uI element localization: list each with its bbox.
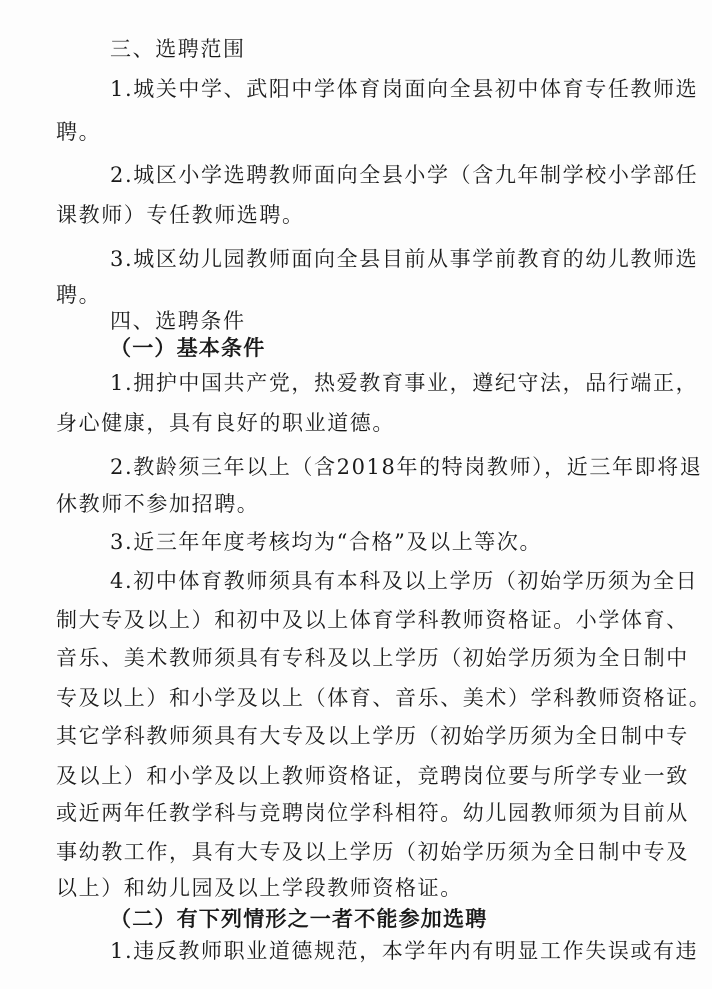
- paragraph-line: 身心健康，具有良好的职业道德。: [56, 411, 395, 435]
- paragraph-line: 3.近三年年度考核均为“合格”及以上等次。: [110, 530, 543, 554]
- paragraph-line: 以上）和幼儿园及以上学段教师资格证。: [56, 876, 463, 900]
- subheading-basic-conditions: （一）基本条件: [110, 336, 266, 360]
- paragraph-line: 其它学科教师须具有大专及以上学历（初始学历须为全日制中专: [56, 724, 689, 748]
- paragraph-line: 课教师）专任教师选聘。: [56, 203, 305, 227]
- paragraph-line: 音乐、美术教师须具有专科及以上学历（初始学历须为全日制中: [56, 646, 689, 670]
- paragraph-line: 2.教龄须三年以上（含2018年的特岗教师），近三年即将退: [110, 455, 703, 479]
- paragraph-line: 制大专及以上）和初中及以上体育学科教师资格证。小学体育、: [56, 608, 689, 632]
- paragraph-line: 事幼教工作，具有大专及以上学历（初始学历须为全日制中专及: [56, 840, 689, 864]
- paragraph-line: 1.城关中学、武阳中学体育岗面向全县初中体育专任教师选: [110, 77, 699, 101]
- paragraph-line: 4.初中体育教师须具有本科及以上学历（初始学历须为全日: [110, 569, 699, 593]
- paragraph-line: 3.城区幼儿园教师面向全县目前从事学前教育的幼儿教师选: [110, 247, 699, 271]
- paragraph-line: 或近两年任教学科与竞聘岗位学科相符。幼儿园教师须为目前从: [56, 801, 689, 825]
- paragraph-line: 及以上）和小学及以上教师资格证，竞聘岗位要与所学专业一致: [56, 764, 689, 788]
- paragraph-line: 2.城区小学选聘教师面向全县小学（含九年制学校小学部任: [110, 163, 699, 187]
- paragraph-line: 1.拥护中国共产党，热爱教育事业，遵纪守法，品行端正，: [110, 371, 699, 395]
- paragraph-line: 专及以上）和小学及以上（体育、音乐、美术）学科教师资格证。: [56, 686, 712, 710]
- paragraph-line: 休教师不参加招聘。: [56, 492, 260, 516]
- section-heading-scope: 三、选聘范围: [110, 37, 246, 61]
- section-heading-conditions: 四、选聘条件: [110, 309, 246, 333]
- paragraph-line: 聘。: [56, 120, 102, 144]
- paragraph-line: 1.违反教师职业道德规范，本学年内有明显工作失误或有违: [110, 939, 699, 963]
- paragraph-line: 聘。: [56, 283, 102, 307]
- subheading-exclusions: （二）有下列情形之一者不能参加选聘: [110, 907, 488, 931]
